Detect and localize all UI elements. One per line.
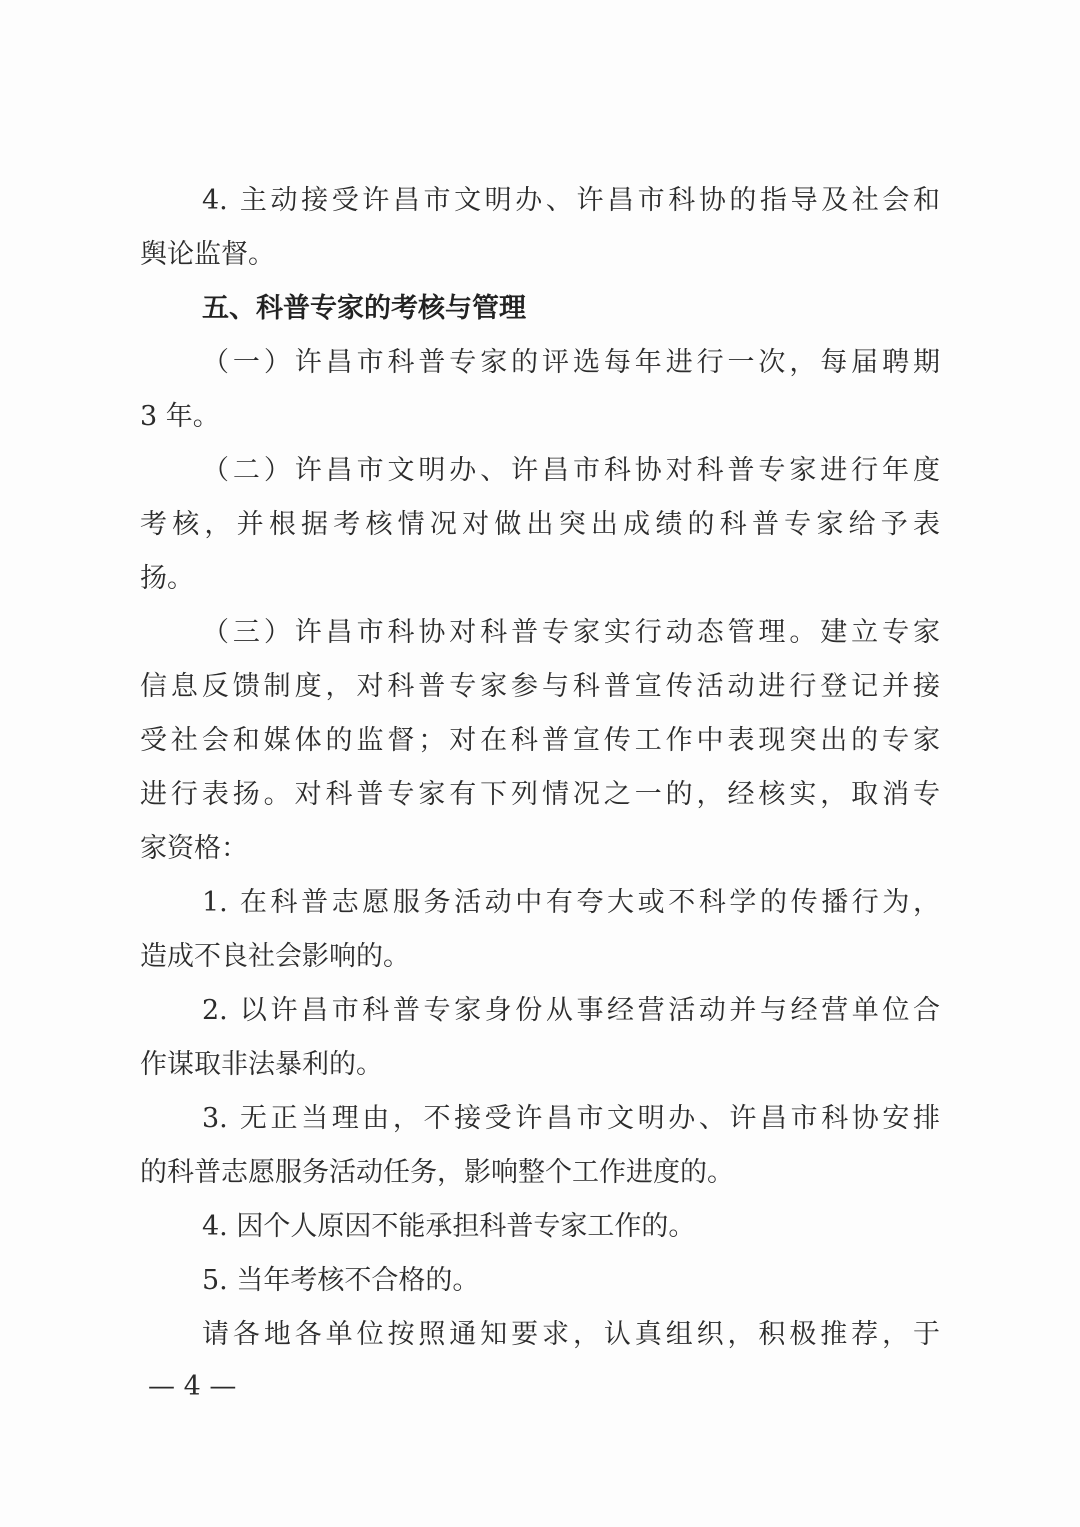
paragraph-line: 3. 无正当理由，不接受许昌市文明办、许昌市科协安排 xyxy=(202,1103,940,1134)
paragraph-line: （一）许昌市科普专家的评选每年进行一次，每届聘期 xyxy=(202,347,940,378)
paragraph-line: 4. 因个人原因不能承担科普专家工作的。 xyxy=(202,1211,696,1242)
paragraph-line: 请各地各单位按照通知要求，认真组织，积极推荐，于 xyxy=(202,1319,940,1350)
paragraph-line: 1. 在科普志愿服务活动中有夸大或不科学的传播行为， xyxy=(202,887,940,918)
paragraph-line: 舆论监督。 xyxy=(140,239,275,270)
paragraph-line: 进行表扬。对科普专家有下列情况之一的，经核实，取消专 xyxy=(140,779,940,810)
paragraph-line: 5. 当年考核不合格的。 xyxy=(202,1265,480,1296)
paragraph-line: 4. 主动接受许昌市文明办、许昌市科协的指导及社会和 xyxy=(202,185,940,216)
page-number: — 4 — xyxy=(148,1371,237,1402)
paragraph-line: （二）许昌市文明办、许昌市科协对科普专家进行年度 xyxy=(202,455,940,486)
document-body xyxy=(140,174,940,1362)
paragraph-line: 扬。 xyxy=(140,563,194,594)
paragraph-line: （三）许昌市科协对科普专家实行动态管理。建立专家 xyxy=(202,617,940,648)
paragraph-line: 造成不良社会影响的。 xyxy=(140,941,410,972)
paragraph-line: 作谋取非法暴利的。 xyxy=(140,1049,383,1080)
paragraph-line: 2. 以许昌市科普专家身份从事经营活动并与经营单位合 xyxy=(202,995,940,1026)
paragraph-line: 的科普志愿服务活动任务，影响整个工作进度的。 xyxy=(140,1157,734,1188)
paragraph-line: 3 年。 xyxy=(140,401,220,432)
paragraph-line: 家资格： xyxy=(140,833,248,864)
paragraph-line: 信息反馈制度，对科普专家参与科普宣传活动进行登记并接 xyxy=(140,671,940,702)
paragraph-line: 考核，并根据考核情况对做出突出成绩的科普专家给予表 xyxy=(140,509,940,540)
section-heading: 五、科普专家的考核与管理 xyxy=(202,293,526,324)
paragraph-line: 受社会和媒体的监督；对在科普宣传工作中表现突出的专家 xyxy=(140,725,940,756)
